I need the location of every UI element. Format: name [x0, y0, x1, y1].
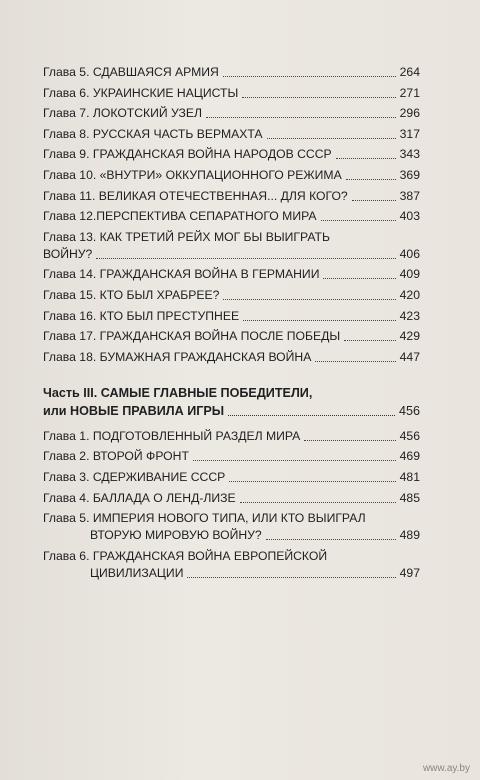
toc-entry [43, 349, 420, 366]
dot-leader [193, 460, 396, 461]
toc-entry [43, 287, 420, 304]
page-number: 406 [399, 246, 420, 261]
dot-leader [352, 200, 396, 201]
chapter-number: Глава 8. [43, 126, 90, 141]
chapter-title-line1: ГРАЖДАНСКАЯ ВОЙНА ЕВРОПЕЙСКОЙ [92, 548, 328, 563]
chapter-title-line2: ВОЙНУ? [43, 246, 93, 261]
chapter-title: БУМАЖНАЯ ГРАЖДАНСКАЯ ВОЙНА [99, 349, 312, 364]
toc-entry [43, 146, 420, 163]
page-number: 409 [399, 267, 420, 282]
page-number: 271 [399, 85, 420, 100]
chapter-number: Глава 15. [43, 287, 97, 302]
chapter-number: Глава 10. [43, 167, 97, 182]
chapter-title: ПЕРСПЕКТИВА СЕПАРАТНОГО МИРА [96, 209, 317, 224]
dot-leader [240, 502, 396, 503]
dot-leader [323, 278, 395, 279]
chapter-number: Глава 1. [43, 428, 90, 443]
chapter-title-line2: ЦИВИЛИЗАЦИИ [90, 565, 184, 580]
page-number: 485 [399, 490, 420, 505]
chapter-title: ГРАЖДАНСКАЯ ВОЙНА ПОСЛЕ ПОБЕДЫ [99, 329, 341, 344]
chapter-title-line2: ВТОРУЮ МИРОВУЮ ВОЙНУ? [90, 528, 262, 543]
chapter-title: БАЛЛАДА О ЛЕНД-ЛИЗЕ [92, 490, 236, 505]
chapter-number: Глава 3. [43, 469, 90, 484]
dot-leader [267, 138, 396, 139]
dot-leader [229, 481, 395, 482]
chapter-number: Глава 11. [43, 188, 96, 203]
page-number: 469 [399, 449, 420, 464]
chapter-title: РУССКАЯ ЧАСТЬ ВЕРМАХТА [92, 126, 263, 141]
chapter-number: Глава 5. [43, 65, 90, 79]
toc-entry [43, 85, 420, 102]
part-heading [43, 384, 420, 420]
toc-entry [43, 308, 420, 325]
toc-entry [43, 126, 420, 143]
page-number: 264 [399, 65, 420, 79]
dot-leader [243, 320, 396, 321]
toc-entry [43, 167, 420, 184]
chapter-title-line1: ИМПЕРИЯ НОВОГО ТИПА, ИЛИ КТО ВЫИГРАЛ [92, 511, 366, 526]
chapter-title: «ВНУТРИ» ОККУПАЦИОННОГО РЕЖИМА [99, 167, 342, 182]
dot-leader [206, 117, 396, 118]
toc-entry [43, 229, 420, 263]
chapter-number: Глава 5. [43, 511, 90, 526]
toc-entry [43, 428, 420, 445]
page-number: 423 [399, 308, 420, 323]
page-number: 420 [399, 287, 420, 302]
page-number: 456 [399, 428, 420, 443]
page-number: 369 [399, 167, 420, 182]
page-number: 343 [399, 147, 420, 162]
page-number: 497 [399, 565, 420, 580]
dot-leader [336, 158, 396, 159]
dot-leader [187, 577, 395, 578]
page-number: 481 [399, 469, 420, 484]
chapter-number: Глава 6. [43, 85, 90, 100]
chapter-title: КТО БЫЛ ПРЕСТУПНЕЕ [99, 308, 240, 323]
dot-leader [228, 415, 395, 416]
dot-leader [266, 539, 396, 540]
chapter-title: УКРАИНСКИЕ НАЦИСТЫ [92, 85, 239, 100]
toc-entry [43, 469, 420, 486]
chapter-number: Глава 13. [43, 229, 97, 244]
chapter-title: ПОДГОТОВЛЕННЫЙ РАЗДЕЛ МИРА [92, 428, 301, 443]
dot-leader [223, 76, 396, 77]
chapter-number: Глава 16. [43, 308, 97, 323]
toc-entry [43, 448, 420, 465]
chapter-title: СДЕРЖИВАНИЕ СССР [92, 469, 226, 484]
dot-leader [223, 299, 395, 300]
chapter-number: Глава 18. [43, 349, 97, 364]
chapter-title: ГРАЖДАНСКАЯ ВОЙНА НАРОДОВ СССР [92, 147, 332, 162]
chapter-title: ГРАЖДАНСКАЯ ВОЙНА В ГЕРМАНИИ [99, 267, 320, 282]
chapter-title: СДАВШАЯСЯ АРМИЯ [92, 65, 219, 79]
chapter-number: Глава 2. [43, 449, 90, 464]
dot-leader [242, 97, 395, 98]
chapter-title: ВТОРОЙ ФРОНТ [92, 449, 189, 464]
toc-entry [43, 510, 420, 544]
dot-leader [321, 220, 396, 221]
dot-leader [315, 361, 395, 362]
chapter-number: Глава 6. [43, 548, 90, 563]
toc-entry [43, 208, 420, 225]
toc-entry [43, 548, 420, 582]
page-number: 296 [399, 106, 420, 121]
chapter-title: ЛОКОТСКИЙ УЗЕЛ [92, 106, 203, 121]
page-number: 447 [399, 349, 420, 364]
chapter-title: ВЕЛИКАЯ ОТЕЧЕСТВЕННАЯ... ДЛЯ КОГО? [98, 188, 348, 203]
toc-entry [43, 328, 420, 345]
chapter-title-line1: КАК ТРЕТИЙ РЕЙХ МОГ БЫ ВЫИГРАТЬ [99, 229, 330, 244]
toc-entry [43, 490, 420, 507]
page-number: 387 [399, 188, 420, 203]
chapter-number: Глава 7. [43, 106, 90, 121]
part-title-line2: или НОВЫЕ ПРАВИЛА ИГРЫ [43, 403, 225, 418]
toc-entry [43, 64, 420, 81]
dot-leader [346, 179, 396, 180]
toc-entry [43, 266, 420, 283]
page-number: 317 [399, 126, 420, 141]
chapter-number: Глава 14. [43, 267, 97, 282]
toc-entry [43, 188, 420, 205]
table-of-contents [43, 64, 420, 585]
dot-leader [96, 258, 395, 259]
page-number: 456 [398, 403, 420, 418]
dot-leader [344, 340, 395, 341]
toc-entry [43, 105, 420, 122]
dot-leader [304, 440, 395, 441]
page-number: 403 [399, 209, 420, 224]
part-title-line1: Часть III. САМЫЕ ГЛАВНЫЕ ПОБЕДИТЕЛИ, [43, 385, 313, 400]
watermark: www.ay.by [422, 763, 470, 774]
chapter-number: Глава 17. [43, 329, 97, 344]
page-number: 489 [399, 528, 420, 543]
chapter-number: Глава 4. [43, 490, 90, 505]
page-number: 429 [399, 329, 420, 344]
chapter-number: Глава 12. [43, 209, 97, 224]
chapter-number: Глава 9. [43, 147, 90, 162]
chapter-title: КТО БЫЛ ХРАБРЕЕ? [99, 287, 220, 302]
